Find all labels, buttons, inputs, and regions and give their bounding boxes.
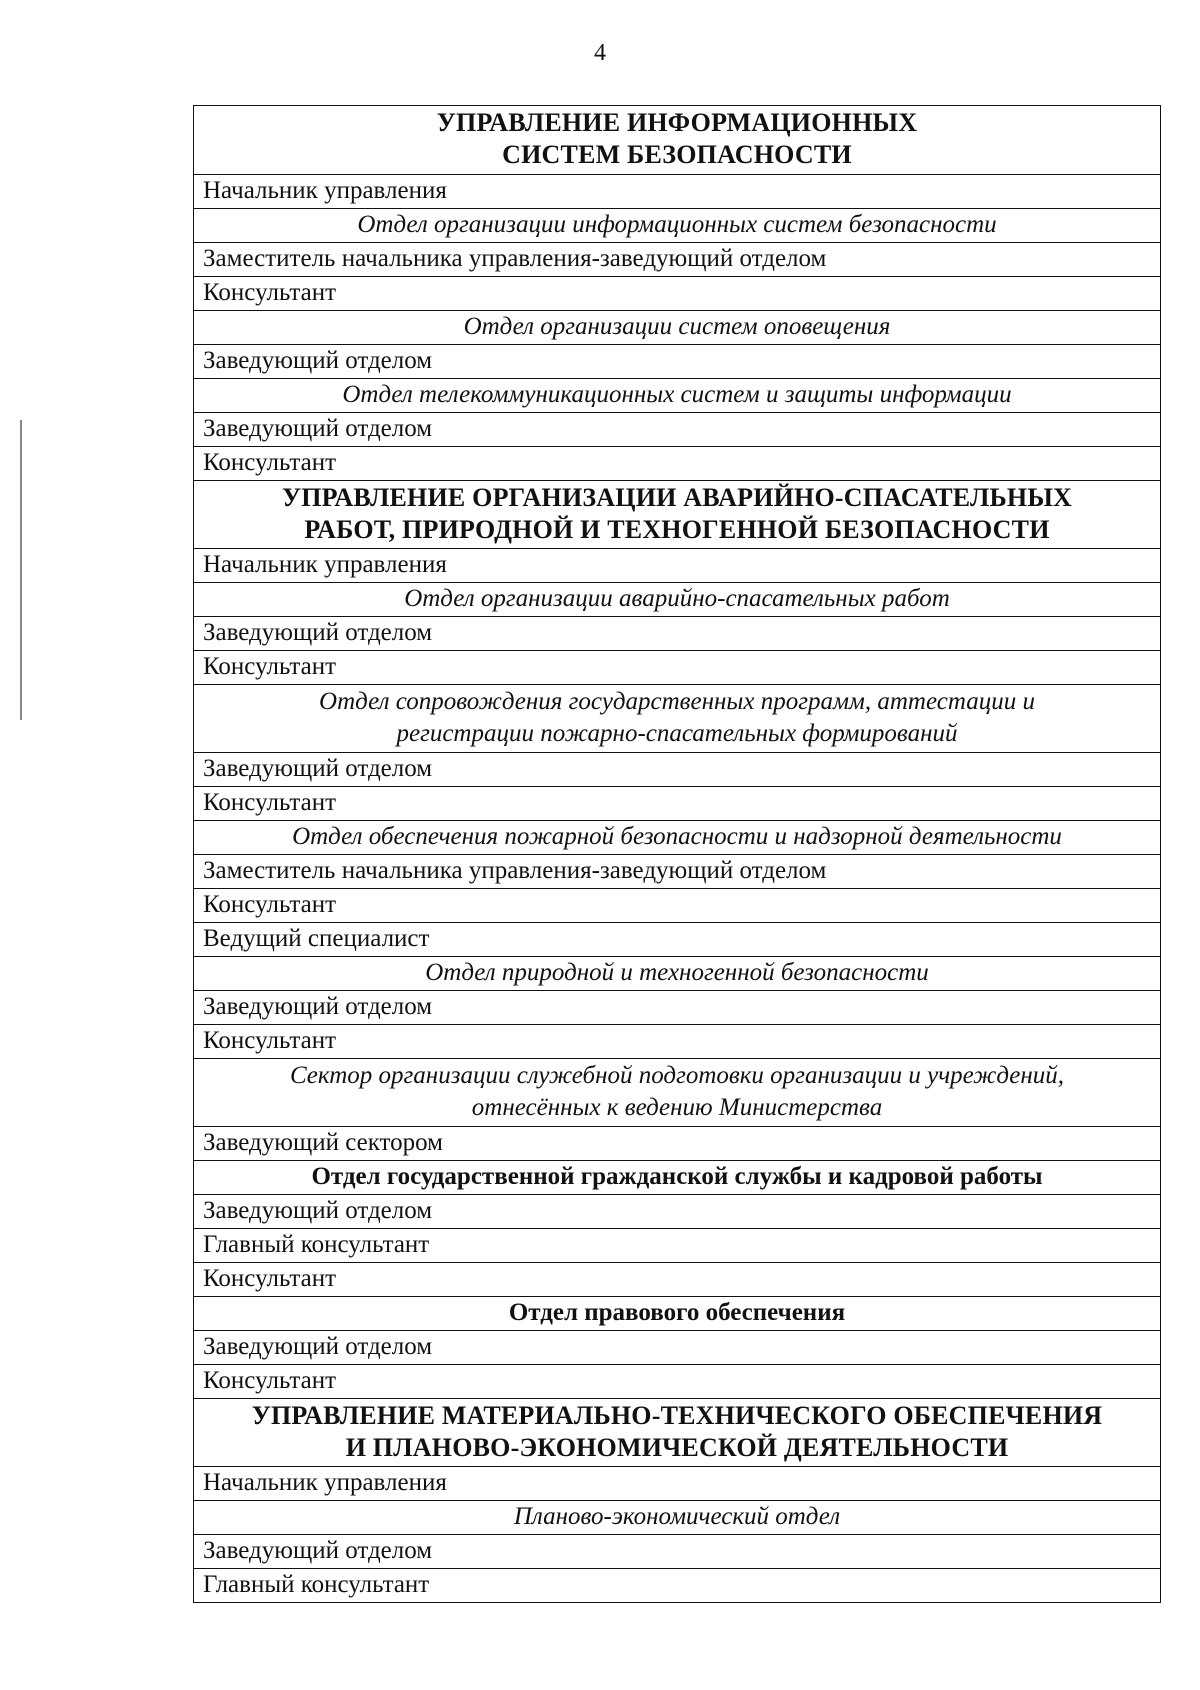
department-row	[194, 1500, 1160, 1534]
position-row	[194, 1330, 1160, 1364]
row-text: Главный консультант	[203, 1231, 430, 1258]
department-row	[194, 684, 1160, 752]
row-text: Отдел природной и техногенной безопасности	[425, 959, 929, 986]
row-text: Консультант	[203, 891, 337, 918]
department-header	[194, 1296, 1160, 1330]
row-text: Консультант	[203, 1027, 337, 1054]
position-row	[194, 548, 1160, 582]
row-text: Заведующий отделом	[203, 347, 433, 374]
row-text: СИСТЕМ БЕЗОПАСНОСТИ	[502, 140, 852, 169]
row-text: Отдел организации систем оповещения	[463, 313, 891, 340]
department-row	[194, 378, 1160, 412]
position-row	[194, 786, 1160, 820]
department-header	[194, 1160, 1160, 1194]
row-text: Начальник управления	[203, 1469, 447, 1496]
row-text: Заведующий отделом	[203, 1537, 433, 1564]
row-text: отнесённых к ведению Министерства	[471, 1094, 883, 1121]
position-row	[194, 1194, 1160, 1228]
row-text: Консультант	[203, 653, 337, 680]
row-text: Отдел телекоммуникационных систем и защиты информации	[342, 381, 1012, 408]
row-text: УПРАВЛЕНИЕ ОРГАНИЗАЦИИ АВАРИЙНО-СПАСАТЕЛЬНЫХ	[281, 483, 1073, 512]
row-text: Заведующий отделом	[203, 993, 433, 1020]
row-text: Планово-экономический отдел	[513, 1503, 841, 1530]
row-text: И ПЛАНОВО-ЭКОНОМИЧЕСКОЙ ДЕЯТЕЛЬНОСТИ	[345, 1433, 1009, 1462]
position-row	[194, 1228, 1160, 1262]
department-row	[194, 582, 1160, 616]
row-text: УПРАВЛЕНИЕ ИНФОРМАЦИОННЫХ	[436, 108, 918, 137]
division-header	[194, 480, 1160, 548]
department-row	[194, 310, 1160, 344]
department-row	[194, 208, 1160, 242]
row-text: Консультант	[203, 449, 337, 476]
position-row	[194, 990, 1160, 1024]
page-number: 4	[594, 40, 606, 66]
department-row	[194, 1058, 1160, 1126]
row-text: Консультант	[203, 789, 337, 816]
row-text: РАБОТ, ПРИРОДНОЙ И ТЕХНОГЕННОЙ БЕЗОПАСНОСТИ	[304, 515, 1050, 544]
position-row	[194, 276, 1160, 310]
row-text: Заведующий отделом	[203, 415, 433, 442]
row-text: Ведущий специалист	[203, 925, 430, 952]
position-row	[194, 888, 1160, 922]
scan-mark	[20, 420, 22, 720]
position-row	[194, 1364, 1160, 1398]
position-row	[194, 174, 1160, 208]
row-text: Начальник управления	[203, 551, 447, 578]
position-row	[194, 1568, 1160, 1602]
position-row	[194, 344, 1160, 378]
position-row	[194, 446, 1160, 480]
row-text: Консультант	[203, 279, 337, 306]
row-text: Заведующий отделом	[203, 1197, 433, 1224]
row-text: Заведующий отделом	[203, 755, 433, 782]
position-row	[194, 854, 1160, 888]
row-text: Отдел правового обеспечения	[508, 1299, 846, 1326]
division-header	[194, 106, 1160, 174]
row-text: Заведующий отделом	[203, 1333, 433, 1360]
row-text: Консультант	[203, 1367, 337, 1394]
row-text: Отдел организации аварийно-спасательных работ	[404, 585, 950, 612]
staff-table	[193, 105, 1161, 1603]
position-row	[194, 1534, 1160, 1568]
row-text: Главный консультант	[203, 1571, 430, 1598]
division-header	[194, 1398, 1160, 1466]
position-row	[194, 616, 1160, 650]
position-row	[194, 752, 1160, 786]
position-row	[194, 650, 1160, 684]
row-text: Отдел обеспечения пожарной безопасности и надзорной деятельности	[292, 823, 1062, 850]
department-row	[194, 820, 1160, 854]
row-text: Сектор организации служебной подготовки организации и учреждений,	[289, 1062, 1065, 1089]
position-row	[194, 242, 1160, 276]
position-row	[194, 1126, 1160, 1160]
row-text: Отдел организации информационных систем безопасности	[357, 211, 997, 238]
position-row	[194, 1466, 1160, 1500]
row-text: Заместитель начальника управления-заведующий отделом	[203, 857, 827, 884]
row-text: Отдел сопровождения государственных программ, аттестации и	[319, 688, 1035, 715]
row-text: регистрации пожарно-спасательных формирований	[396, 720, 958, 747]
position-row	[194, 922, 1160, 956]
row-text: УПРАВЛЕНИЕ МАТЕРИАЛЬНО-ТЕХНИЧЕСКОГО ОБЕСПЕЧЕНИЯ	[251, 1401, 1103, 1430]
row-text: Заместитель начальника управления-заведующий отделом	[203, 245, 827, 272]
position-row	[194, 412, 1160, 446]
row-text: Начальник управления	[203, 177, 447, 204]
position-row	[194, 1262, 1160, 1296]
row-text: Заведующий отделом	[203, 619, 433, 646]
department-row	[194, 956, 1160, 990]
row-text: Заведующий сектором	[203, 1129, 443, 1156]
row-text: Консультант	[203, 1265, 337, 1292]
row-text: Отдел государственной гражданской службы и кадровой работы	[311, 1163, 1043, 1190]
position-row	[194, 1024, 1160, 1058]
